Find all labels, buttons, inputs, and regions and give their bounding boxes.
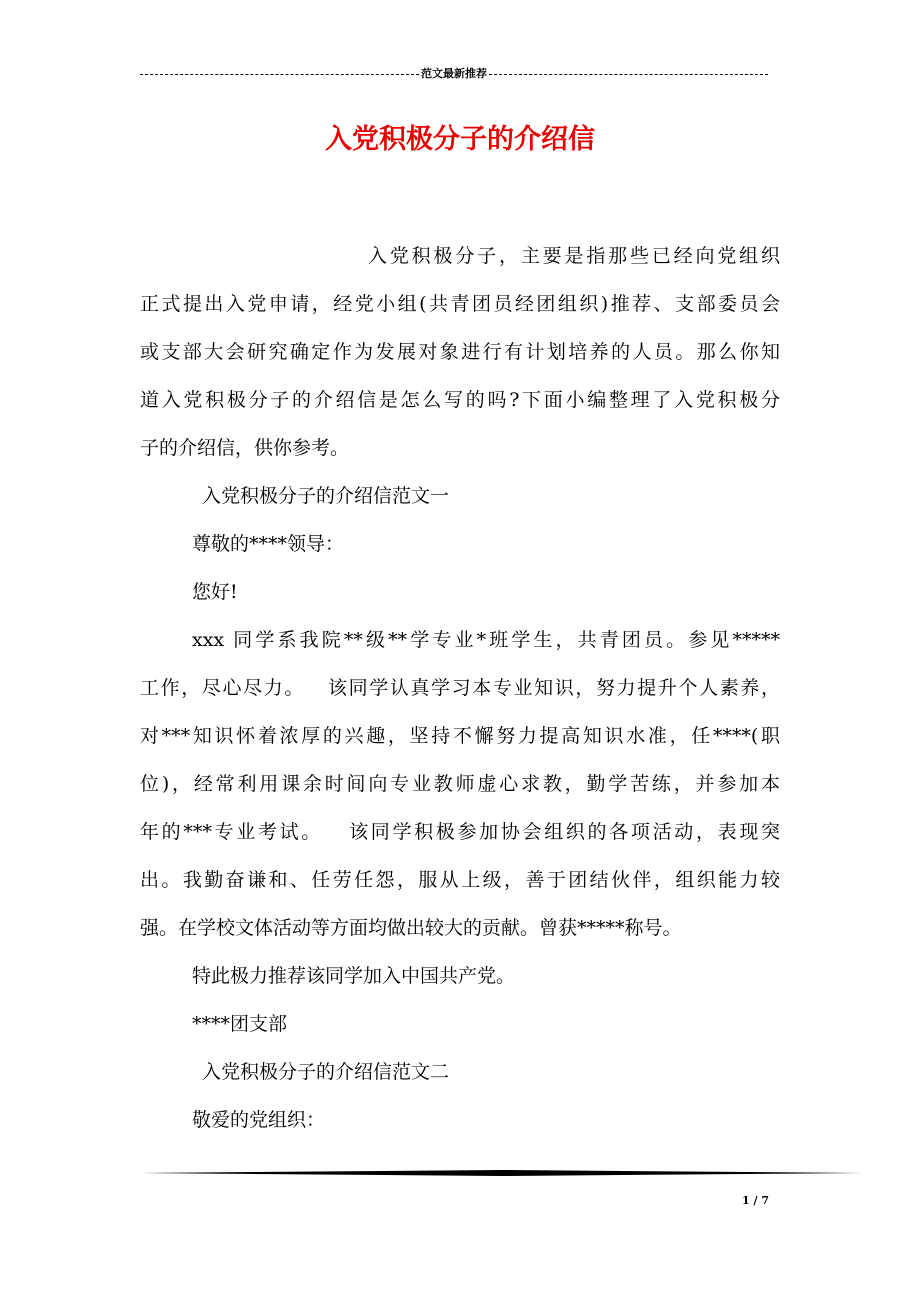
header-label: 范文最新推荐 <box>421 68 487 80</box>
document-body <box>140 232 780 1144</box>
text-line: 尊敬的****领导： <box>192 533 345 555</box>
text-line: xxx 同学系我院**级**学专业*班学生，共青团员。参见***** <box>192 629 780 651</box>
text-line: 年的***专业考试。 该同学积极参加协会组织的各项活动，表现突 <box>140 821 780 843</box>
document-title: 入党积极分子的介绍信 <box>325 124 595 155</box>
text-line: 您好! <box>192 581 238 603</box>
text-line: 道入党积极分子的介绍信是怎么写的吗?下面小编整理了入党积极分 <box>140 389 780 411</box>
text-line: 入党积极分子的介绍信范文二 <box>202 1061 450 1083</box>
text-line: 特此极力推荐该同学加入中国共产党。 <box>192 965 516 987</box>
text-line: 工作，尽心尽力。 该同学认真学习本专业知识，努力提升个人素养， <box>140 677 780 699</box>
footer-rule <box>140 1170 864 1176</box>
text-line: 正式提出入党申请，经党小组(共青团员经团组织)推荐、支部委员会 <box>140 293 780 315</box>
page-header <box>140 66 768 82</box>
text-line: ****团支部 <box>192 1013 288 1035</box>
text-line: 入党积极分子，主要是指那些已经向党组织 <box>368 245 780 267</box>
text-line: 强。在学校文体活动等方面均做出较大的贡献。曾获*****称号。 <box>140 917 682 939</box>
text-line: 对***知识怀着浓厚的兴趣，坚持不懈努力提高知识水准，任****(职 <box>140 725 780 747</box>
text-line: 位)，经常利用课余时间向专业教师虚心求教，勤学苦练，并参加本 <box>140 773 780 795</box>
page-number: 1 / 7 <box>742 1194 769 1207</box>
text-line: 出。我勤奋谦和、任劳任怨，服从上级，善于团结伙伴，组织能力较 <box>140 869 780 891</box>
header-dash-left <box>140 74 419 75</box>
text-line: 敬爱的党组织： <box>192 1109 326 1131</box>
text-line: 或支部大会研究确定作为发展对象进行有计划培养的人员。那么你知 <box>140 341 780 363</box>
text-line: 子的介绍信，供你参考。 <box>140 437 350 459</box>
header-dash-right <box>489 74 768 75</box>
text-line: 入党积极分子的介绍信范文一 <box>202 485 450 507</box>
